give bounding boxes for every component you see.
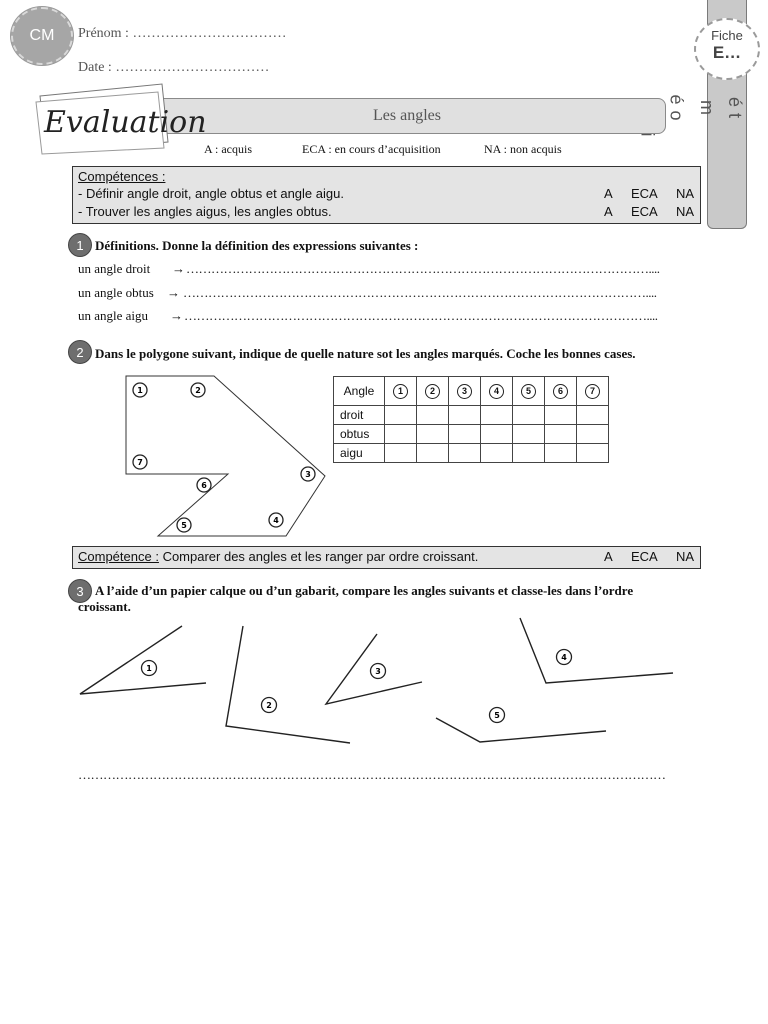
check-cell[interactable]	[417, 406, 449, 425]
subject-part: m	[697, 100, 718, 121]
check-cell[interactable]	[449, 425, 481, 444]
check-cell[interactable]	[449, 444, 481, 463]
angle-label: 4	[561, 653, 567, 662]
row-label: obtus	[334, 425, 385, 444]
column-header: 4	[481, 377, 513, 406]
competence-item: - Trouver les angles aigus, les angles obtus.	[78, 204, 332, 219]
legend-eca: ECA : en cours d’acquisition	[302, 142, 441, 156]
column-header: 3	[449, 377, 481, 406]
check-cell[interactable]	[481, 425, 513, 444]
answer-line[interactable]: …………………………………………………………………………………………………....	[184, 308, 658, 323]
angle-label: 2	[266, 701, 272, 710]
column-header: 1	[385, 377, 417, 406]
check-cell[interactable]	[385, 444, 417, 463]
page-title	[148, 98, 666, 134]
check-cell[interactable]	[481, 406, 513, 425]
check-cell[interactable]	[385, 425, 417, 444]
level-badge: CM	[11, 7, 73, 65]
prenom-field[interactable]: Prénom : ……………………………	[78, 26, 287, 41]
question-title: A l’aide d’un papier calque ou d’un gabarit, compare les angles suivants et classe-les dans l’ordre	[95, 583, 634, 598]
question-number: 2	[68, 340, 92, 364]
date-field[interactable]: Date : ……………………………	[78, 60, 270, 75]
answer-line[interactable]: …………………………………………………………………………………………………....	[186, 261, 660, 276]
competence2-box	[72, 546, 701, 569]
check-cell[interactable]	[577, 444, 609, 463]
check-cell[interactable]	[417, 425, 449, 444]
column-header: 7	[577, 377, 609, 406]
level-eca[interactable]: ECA	[630, 204, 658, 219]
row-label: droit	[334, 406, 385, 425]
answer-line[interactable]: …………………………………………………………………………………………………....	[183, 285, 657, 300]
angles-figure	[70, 612, 690, 752]
competence2-label: Compétence :	[78, 549, 159, 564]
angle-label: 3	[375, 667, 381, 676]
arrow-icon: →	[167, 285, 180, 300]
polygon-label: 3	[305, 470, 311, 479]
column-header: 6	[545, 377, 577, 406]
row-label: aigu	[334, 444, 385, 463]
evaluation-logo	[34, 82, 207, 154]
angle-label: 1	[146, 664, 152, 673]
answer-line[interactable]: ……………………………………………………………………………………………………………………………	[78, 767, 666, 782]
question-title-cont: croissant.	[78, 599, 131, 614]
check-cell[interactable]	[513, 444, 545, 463]
polygon-label: 2	[195, 386, 201, 395]
level-eca[interactable]: ECA	[630, 549, 658, 564]
legend-acquis: A : acquis	[204, 142, 252, 156]
legend-na: NA : non acquis	[484, 142, 562, 156]
angle-label: 5	[494, 711, 500, 720]
question-number: 3	[68, 579, 92, 603]
check-cell[interactable]	[417, 444, 449, 463]
column-header: 2	[417, 377, 449, 406]
competences-heading: Compétences :	[78, 169, 166, 184]
check-cell[interactable]	[513, 425, 545, 444]
level-na[interactable]: NA	[675, 549, 694, 564]
competence2-text: Comparer des angles et les ranger par ordre croissant.	[162, 549, 479, 564]
competence-item: - Définir angle droit, angle obtus et angle aigu.	[78, 186, 344, 201]
fiche-badge	[694, 18, 760, 80]
polygon-label: 1	[137, 386, 143, 395]
column-header: 5	[513, 377, 545, 406]
check-cell[interactable]	[545, 425, 577, 444]
level-options	[604, 549, 694, 564]
subject-part: ét	[725, 96, 746, 125]
question-number: 1	[68, 233, 92, 257]
check-cell[interactable]	[513, 406, 545, 425]
check-cell[interactable]	[545, 444, 577, 463]
subject-part: éo	[666, 94, 687, 127]
level-a[interactable]: A	[604, 186, 613, 201]
level-na[interactable]: NA	[675, 186, 694, 201]
polygon-label: 6	[201, 481, 207, 490]
polygon-label: 5	[181, 521, 187, 530]
level-a[interactable]: A	[604, 549, 613, 564]
check-cell[interactable]	[385, 406, 417, 425]
page-title-text: Les angles	[373, 107, 441, 124]
definition-term: un angle droit	[78, 261, 151, 276]
polygon-label: 7	[137, 458, 143, 467]
question-title: Définitions. Donne la définition des expressions suivantes :	[95, 238, 419, 253]
fiche-label: Fiche	[711, 28, 743, 43]
level-na[interactable]: NA	[675, 204, 694, 219]
check-cell[interactable]	[577, 406, 609, 425]
definition-term: un angle obtus	[78, 285, 154, 300]
angle-table	[333, 376, 609, 463]
polygon-figure	[120, 370, 330, 542]
level-eca[interactable]: ECA	[630, 186, 658, 201]
check-cell[interactable]	[577, 425, 609, 444]
angle-header: Angle	[334, 377, 385, 406]
polygon-label: 4	[273, 516, 279, 525]
check-cell[interactable]	[481, 444, 513, 463]
level-a[interactable]: A	[604, 204, 613, 219]
fiche-code: E…	[712, 43, 742, 62]
question-title: Dans le polygone suivant, indique de quelle nature sot les angles marqués. Coche les bonnes cases.	[95, 346, 636, 361]
definition-term: un angle aigu	[78, 308, 149, 323]
evaluation-label: Evaluation	[44, 105, 207, 140]
competences-box	[72, 166, 701, 224]
arrow-icon: →	[172, 261, 185, 276]
check-cell[interactable]	[545, 406, 577, 425]
check-cell[interactable]	[449, 406, 481, 425]
arrow-icon: →	[170, 308, 183, 323]
level-options	[604, 186, 694, 201]
level-options	[604, 204, 694, 219]
